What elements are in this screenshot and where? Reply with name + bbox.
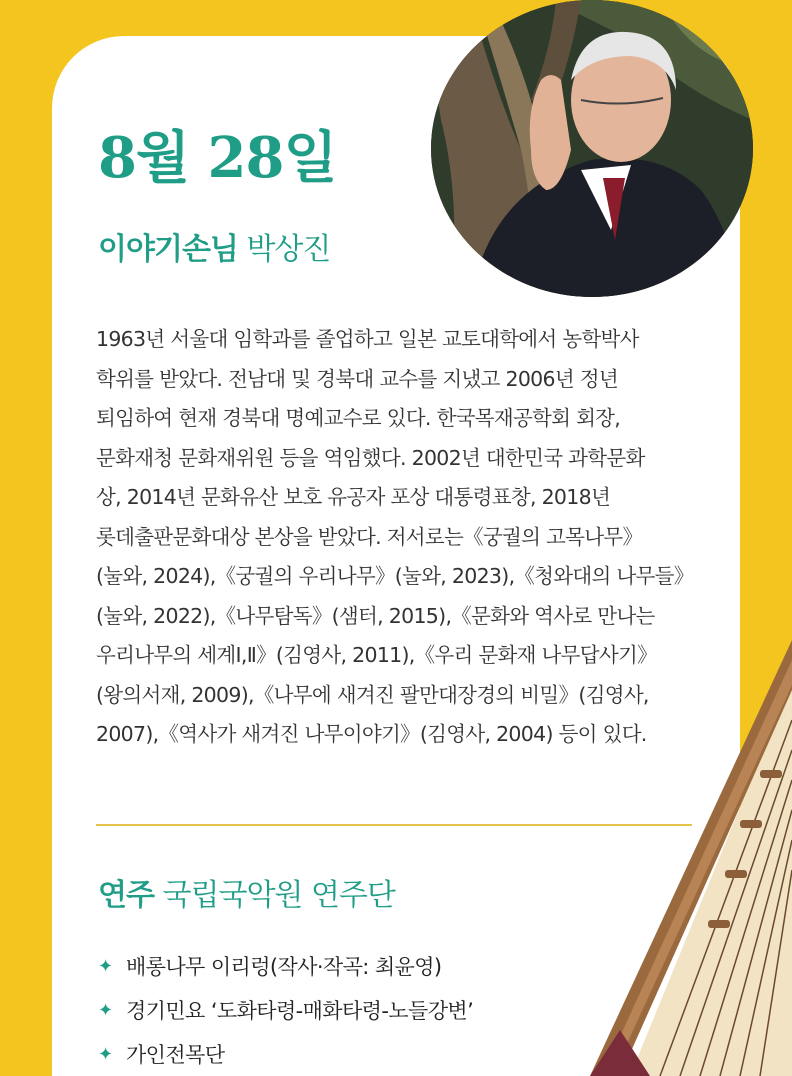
speaker-photo-image	[431, 0, 753, 297]
program-item-label: 배롱나무 이리렁(작사·작곡: 최윤영)	[126, 955, 442, 979]
bio-line: 2007),《역사가 새겨진 나무이야기》(김영사, 2004) 등이 있다.	[96, 722, 647, 746]
bio-line: 상, 2014년 문화유산 보호 유공자 포상 대통령표창, 2018년	[96, 485, 611, 509]
speaker-role: 이야기손님	[98, 232, 238, 267]
program-item	[98, 944, 473, 988]
speaker-heading	[98, 224, 330, 268]
program-item	[98, 988, 473, 1032]
event-date: 8월 28일	[98, 125, 337, 191]
program-item-label: 경기민요 ‘도화타령-매화타령-노들강변’	[126, 999, 474, 1023]
program-item-label: 가인전목단	[126, 1043, 225, 1067]
bio-line: 롯데출판문화대상 본상을 받았다. 저서로는《궁궐의 고목나무》	[96, 524, 643, 549]
bio-line: (왕의서재, 2009),《나무에 새겨진 팔만대장경의 비밀》(김영사,	[96, 682, 649, 707]
performance-heading	[98, 870, 395, 914]
diamond-icon: ✦	[98, 1043, 113, 1065]
bio-line: (눌와, 2024),《궁궐의 우리나무》(눌와, 2023),《청와대의 나무들》	[96, 564, 694, 588]
program-list	[98, 944, 473, 1076]
speaker-photo	[431, 0, 753, 297]
bio-line: 1963년 서울대 임학과를 졸업하고 일본 교토대학에서 농학박사	[96, 327, 639, 351]
bio-line: 학위를 받았다. 전남대 및 경북대 교수를 지냈고 2006년 정년	[96, 366, 618, 391]
gayageum-illustration	[590, 640, 792, 1076]
bio-line: 우리나무의 세계Ⅰ,Ⅱ》(김영사, 2011),《우리 문화재 나무답사기》	[96, 643, 657, 667]
performer-name: 국립국악원 연주단	[162, 878, 395, 913]
diamond-icon: ✦	[98, 955, 113, 977]
speaker-name: 박상진	[246, 232, 331, 267]
bio-line: 퇴임하여 현재 경북대 명예교수로 있다. 한국목재공학회 회장,	[96, 406, 621, 430]
bio-line: (눌와, 2022),《나무탐독》(샘터, 2015),《문화와 역사로 만나는	[96, 603, 655, 628]
diamond-icon: ✦	[98, 999, 113, 1021]
performance-role: 연주	[98, 878, 154, 913]
program-item	[98, 1032, 473, 1076]
bio-line: 문화재청 문화재위원 등을 역임했다. 2002년 대한민국 과학문화	[96, 445, 645, 470]
